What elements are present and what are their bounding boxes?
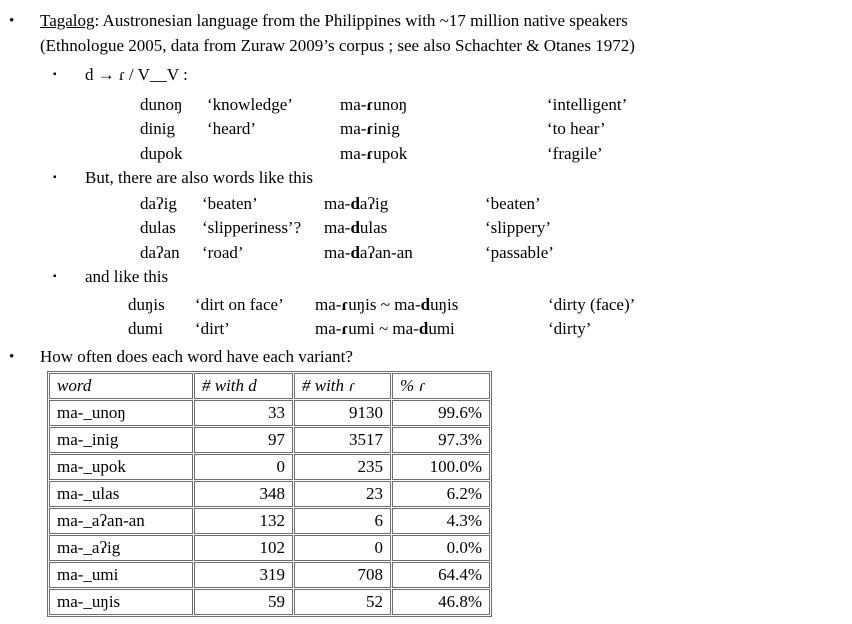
intro-line-2: (Ethnologue 2005, data from Zuraw 2009’s corpus ; see also Schachter & Otanes 1972) [40,35,635,55]
frequency-table [47,371,492,617]
example-gloss: ‘knowledge’ [207,94,293,114]
cell-word: ma-_ulas [49,481,193,507]
cell-with-r: 0 [294,535,391,561]
question-content [40,345,852,618]
cell-with-r: 23 [294,481,391,507]
header-with-d: # with d [194,373,293,399]
cell-word: ma-_aʔan-an [49,508,193,534]
example-group-2 [140,192,852,266]
example-group-3 [128,293,852,342]
table-header-row [49,373,490,399]
header-with-r: # with ɾ [294,373,391,399]
cell-with-d: 102 [194,535,293,561]
cell-pct-r: 6.2% [392,481,490,507]
cell-word: ma-_uŋis [49,589,193,615]
example-gloss: ‘road’ [202,242,244,262]
bullet-item-tagalog [0,9,852,342]
table-row [49,427,490,453]
table-row [49,535,490,561]
cell-word: ma-_umi [49,562,193,588]
example-word: dunoŋ [140,94,183,114]
intro-text: : Austronesian language from the Philippines with ~17 million native speakers [94,11,628,30]
example-word: dupok [140,143,183,163]
example-derived-form: ma-daʔig [324,193,389,213]
question-text: How often does each word have each variant? [40,346,353,366]
cell-with-r: 708 [294,562,391,588]
example-word: dulas [140,218,176,237]
cell-with-d: 319 [194,562,293,588]
example-derived-form: ma-ɾuŋis ~ ma-duŋis [315,294,459,314]
example-word: duŋis [128,294,165,314]
cell-word: ma-_inig [49,427,193,453]
square-bullet-icon: ▪ [53,172,57,183]
table-row [49,454,490,480]
rule-item [40,63,852,88]
table-row [49,481,490,507]
bullet-icon: • [9,13,15,29]
example-gloss2: ‘dirty’ [548,319,592,338]
cell-word: ma-_upok [49,454,193,480]
cell-pct-r: 100.0% [392,454,490,480]
example-gloss2: ‘to hear’ [547,119,606,138]
cell-with-r: 9130 [294,400,391,426]
example-derived-form: ma-dulas [324,218,388,237]
cell-pct-r: 64.4% [392,562,490,588]
cell-with-d: 33 [194,400,293,426]
cell-with-d: 0 [194,454,293,480]
example-gloss: ‘heard’ [207,119,257,138]
but-heading-text: But, there are also words like this [85,168,314,187]
example-gloss2: ‘slippery’ [485,218,552,237]
cell-pct-r: 0.0% [392,535,490,561]
rule-text: d → ɾ / V__V : [85,65,188,84]
example-group-1 [140,93,852,167]
example-gloss: ‘dirt on face’ [195,294,284,314]
but-heading-item [40,166,852,191]
cell-with-r: 52 [294,589,391,615]
example-gloss2: ‘intelligent’ [547,94,628,114]
example-word: dumi [128,319,163,338]
tagalog-term: Tagalog [40,11,95,30]
example-gloss: ‘beaten’ [202,193,258,213]
square-bullet-icon: ▪ [53,271,57,282]
example-derived-form: ma-ɾumi ~ ma-dumi [315,319,455,338]
cell-with-d: 132 [194,508,293,534]
table-row [49,589,490,615]
example-derived-form: ma-daʔan-an [324,242,413,262]
document-root [0,9,852,617]
example-derived-form: ma-ɾupok [340,143,408,163]
example-derived-form: ma-ɾunoŋ [340,94,408,114]
example-gloss2: ‘dirty (face)’ [548,294,636,314]
cell-with-d: 97 [194,427,293,453]
cell-with-r: 235 [294,454,391,480]
square-bullet-icon: ▪ [53,69,57,80]
cell-pct-r: 97.3% [392,427,490,453]
bullet-icon: • [9,348,15,365]
example-gloss2: ‘beaten’ [485,193,541,213]
cell-with-r: 3517 [294,427,391,453]
cell-pct-r: 46.8% [392,589,490,615]
example-gloss: ‘slipperiness’? [202,218,302,237]
example-word: daʔan [140,242,180,262]
table-row [49,508,490,534]
cell-with-d: 59 [194,589,293,615]
cell-word: ma-_aʔig [49,535,193,561]
bullet-item-question [0,345,852,618]
and-heading-item [40,265,852,290]
cell-with-d: 348 [194,481,293,507]
and-heading-text: and like this [85,267,169,286]
tagalog-content [40,9,852,342]
cell-word: ma-_unoŋ [49,400,193,426]
example-gloss [207,142,340,167]
example-gloss: ‘dirt’ [195,319,230,338]
example-derived-form: ma-ɾinig [340,119,400,138]
cell-with-r: 6 [294,508,391,534]
table-row [49,400,490,426]
table-row [49,562,490,588]
header-pct-r: % ɾ [392,373,490,399]
intro-line-1 [40,9,852,34]
header-word: word [49,373,193,399]
cell-pct-r: 4.3% [392,508,490,534]
example-word: daʔig [140,193,177,213]
cell-pct-r: 99.6% [392,400,490,426]
example-gloss2: ‘passable’ [485,242,554,262]
example-gloss2: ‘fragile’ [547,143,603,163]
example-word: dinig [140,119,175,138]
